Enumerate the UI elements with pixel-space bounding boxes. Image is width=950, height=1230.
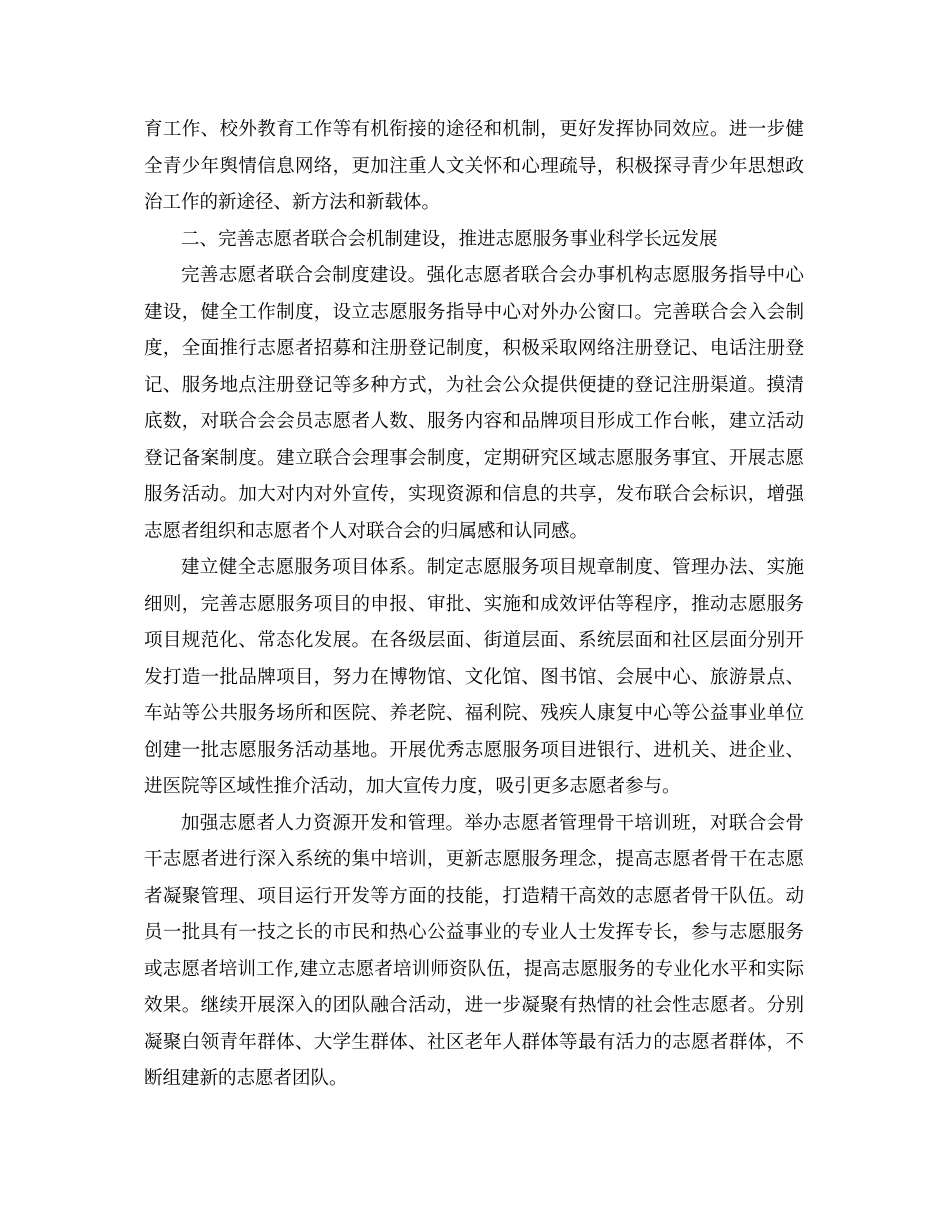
text-line: 治工作的新途径、新方法和新载体。 [144, 192, 441, 213]
text-line: 员一批具有一技之长的市民和热心公益事业的专业人士发挥专长，参与志愿服务 [144, 922, 804, 943]
text-line: 底数，对联合会会员志愿者人数、服务内容和品牌项目形成工作台帐，建立活动 [144, 411, 804, 432]
text-line: 发打造一批品牌项目，努力在博物馆、文化馆、图书馆、会展中心、旅游景点、 [144, 666, 804, 688]
text-line: 登记备案制度。建立联合会理事会制度，定期研究区域志愿服务事宜、开展志愿 [144, 447, 804, 469]
text-line: 加强志愿者人力资源开发和管理。举办志愿者管理骨干培训班，对联合会骨 [181, 812, 804, 834]
text-line: 进医院等区域性推介活动，加大宣传力度，吸引更多志愿者参与。 [144, 776, 681, 797]
text-line: 育工作、校外教育工作等有机衔接的途径和机制，更好发挥协同效应。进一步健 [144, 119, 804, 140]
text-line: 度，全面推行志愿者招募和注册登记制度，积极采取网络注册登记、电话注册登 [144, 338, 804, 359]
text-line: 者凝聚管理、项目运行开发等方面的技能，打造精干高效的志愿者骨干队伍。动 [144, 885, 804, 907]
text-line: 建设，健全工作制度，设立志愿服务指导中心对外办公窗口。完善联合会入会制 [144, 301, 804, 323]
paragraph [144, 806, 804, 1098]
text-line: 创建一批志愿服务活动基地。开展优秀志愿服务项目进银行、进机关、进企业、 [144, 739, 804, 761]
text-line: 车站等公共服务场所和医院、养老院、福利院、残疾人康复中心等公益事业单位 [144, 703, 804, 724]
text-line: 建立健全志愿服务项目体系。制定志愿服务项目规章制度、管理办法、实施 [181, 557, 804, 578]
text-line: 干志愿者进行深入系统的集中培训，更新志愿服务理念，提高志愿者骨干在志愿 [144, 849, 804, 870]
text-line: 凝聚白领青年群体、大学生群体、社区老年人群体等最有活力的志愿者群体，不 [144, 1031, 804, 1053]
section-heading [144, 222, 804, 259]
paragraph [144, 550, 804, 806]
text-line: 记、服务地点注册登记等多种方式，为社会公众提供便捷的登记注册渠道。摸清 [144, 374, 804, 396]
text-line: 项目规范化、常态化发展。在各级层面、街道层面、系统层面和社区层面分别开 [144, 630, 804, 651]
document-body [144, 112, 804, 1098]
text-line: 服务活动。加大对内对外宣传，实现资源和信息的共享，发布联合会标识，增强 [144, 484, 804, 505]
text-line: 志愿者组织和志愿者个人对联合会的归属感和认同感。 [144, 520, 589, 542]
text-line: 或志愿者培训工作,建立志愿者培训师资队伍，提高志愿服务的专业化水平和实际 [144, 958, 804, 980]
text-line: 断组建新的志愿者团队。 [144, 1068, 348, 1089]
text-line: 细则，完善志愿服务项目的申报、审批、实施和成效评估等程序，推动志愿服务 [144, 593, 804, 615]
text-line: 完善志愿者联合会制度建设。强化志愿者联合会办事机构志愿服务指导中心 [181, 265, 804, 286]
text-line: 效果。继续开展深入的团队融合活动，进一步凝聚有热情的社会性志愿者。分别 [144, 995, 804, 1016]
heading-text: 二、完善志愿者联合会机制建设，推进志愿服务事业科学长远发展 [181, 228, 718, 250]
paragraph [144, 258, 804, 550]
text-line: 全青少年舆情信息网络，更加注重人文关怀和心理疏导，积极探寻青少年思想政 [144, 155, 804, 177]
paragraph [144, 112, 804, 222]
